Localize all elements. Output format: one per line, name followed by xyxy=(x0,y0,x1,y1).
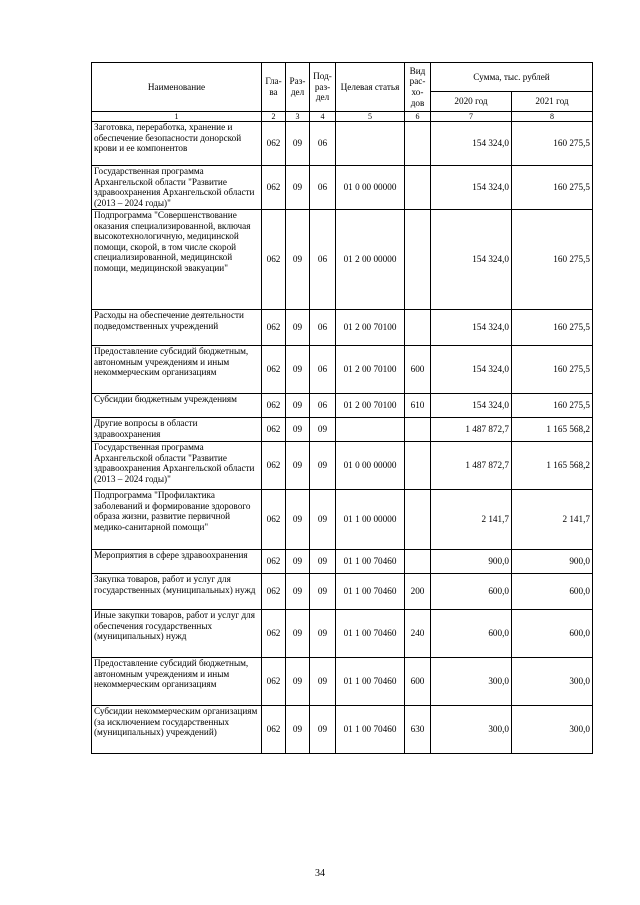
row-amount-2021: 160 275,5 xyxy=(512,310,593,346)
row-target-article: 01 1 00 00000 xyxy=(336,490,405,550)
row-podrazdel: 06 xyxy=(310,122,336,166)
table-row xyxy=(92,122,593,166)
row-glava: 062 xyxy=(262,418,286,442)
row-amount-2021: 300,0 xyxy=(512,706,593,754)
row-amount-2020: 600,0 xyxy=(431,610,512,658)
row-razdel: 09 xyxy=(286,442,310,490)
row-amount-2021: 1 165 568,2 xyxy=(512,418,593,442)
row-expense-type: 610 xyxy=(405,394,431,418)
row-name: Предоставление субсидий бюджетным, автономным учреждениям и иным некоммерческим организациям xyxy=(92,346,262,394)
row-podrazdel: 09 xyxy=(310,550,336,574)
row-amount-2020: 1 487 872,7 xyxy=(431,418,512,442)
row-name: Другие вопросы в области здравоохранения xyxy=(92,418,262,442)
row-podrazdel: 06 xyxy=(310,394,336,418)
row-podrazdel: 09 xyxy=(310,706,336,754)
row-razdel: 09 xyxy=(286,418,310,442)
row-name: Субсидии бюджетным учреждениям xyxy=(92,394,262,418)
row-podrazdel: 09 xyxy=(310,490,336,550)
row-razdel: 09 xyxy=(286,210,310,310)
table-row xyxy=(92,658,593,706)
row-name: Закупка товаров, работ и услуг для государственных (муниципальных) нужд xyxy=(92,574,262,610)
row-target-article: 01 1 00 70460 xyxy=(336,610,405,658)
row-glava: 062 xyxy=(262,706,286,754)
row-target-article: 01 1 00 70460 xyxy=(336,658,405,706)
row-podrazdel: 09 xyxy=(310,418,336,442)
column-number: 2 xyxy=(262,112,286,122)
row-amount-2021: 160 275,5 xyxy=(512,166,593,210)
table-row xyxy=(92,166,593,210)
row-razdel: 09 xyxy=(286,490,310,550)
table-row xyxy=(92,610,593,658)
header-target-article: Целевая статья xyxy=(336,63,405,112)
row-podrazdel: 06 xyxy=(310,346,336,394)
row-amount-2020: 2 141,7 xyxy=(431,490,512,550)
row-amount-2020: 300,0 xyxy=(431,658,512,706)
table-row xyxy=(92,550,593,574)
row-glava: 062 xyxy=(262,122,286,166)
row-razdel: 09 xyxy=(286,610,310,658)
row-amount-2021: 160 275,5 xyxy=(512,210,593,310)
row-glava: 062 xyxy=(262,346,286,394)
row-podrazdel: 06 xyxy=(310,210,336,310)
row-expense-type: 630 xyxy=(405,706,431,754)
row-name: Мероприятия в сфере здравоохранения xyxy=(92,550,262,574)
column-number-row xyxy=(92,112,593,122)
row-razdel: 09 xyxy=(286,166,310,210)
row-glava: 062 xyxy=(262,394,286,418)
row-glava: 062 xyxy=(262,550,286,574)
row-razdel: 09 xyxy=(286,550,310,574)
row-target-article xyxy=(336,418,405,442)
table-row xyxy=(92,210,593,310)
row-name: Предоставление субсидий бюджетным, автономным учреждениям и иным некоммерческим организациям xyxy=(92,658,262,706)
row-amount-2021: 160 275,5 xyxy=(512,122,593,166)
row-amount-2020: 154 324,0 xyxy=(431,310,512,346)
row-glava: 062 xyxy=(262,574,286,610)
row-name: Подпрограмма "Профилактика заболеваний и формирование здорового образа жизни, развитие первичной медико-санитарной помощи" xyxy=(92,490,262,550)
row-amount-2020: 600,0 xyxy=(431,574,512,610)
row-amount-2020: 900,0 xyxy=(431,550,512,574)
row-name: Государственная программа Архангельской области "Развитие здравоохранения Архангельской области (2013 – 2024 годы)" xyxy=(92,166,262,210)
row-glava: 062 xyxy=(262,210,286,310)
row-expense-type xyxy=(405,122,431,166)
row-amount-2020: 154 324,0 xyxy=(431,210,512,310)
row-glava: 062 xyxy=(262,658,286,706)
row-razdel: 09 xyxy=(286,346,310,394)
row-expense-type xyxy=(405,310,431,346)
row-expense-type: 600 xyxy=(405,658,431,706)
row-razdel: 09 xyxy=(286,574,310,610)
column-number: 4 xyxy=(310,112,336,122)
row-target-article: 01 1 00 70460 xyxy=(336,550,405,574)
header-podrazdel: Под-раз-дел xyxy=(310,63,336,112)
table-row xyxy=(92,574,593,610)
row-podrazdel: 09 xyxy=(310,442,336,490)
row-glava: 062 xyxy=(262,310,286,346)
row-razdel: 09 xyxy=(286,706,310,754)
row-amount-2020: 154 324,0 xyxy=(431,122,512,166)
row-target-article: 01 2 00 00000 xyxy=(336,210,405,310)
row-amount-2021: 600,0 xyxy=(512,574,593,610)
row-expense-type xyxy=(405,166,431,210)
page-number: 34 xyxy=(315,868,325,879)
row-glava: 062 xyxy=(262,166,286,210)
row-amount-2021: 160 275,5 xyxy=(512,394,593,418)
row-name: Иные закупки товаров, работ и услуг для обеспечения государственных (муниципальных) нужд xyxy=(92,610,262,658)
row-amount-2020: 300,0 xyxy=(431,706,512,754)
header-razdel: Раз-дел xyxy=(286,63,310,112)
row-podrazdel: 09 xyxy=(310,658,336,706)
row-expense-type: 600 xyxy=(405,346,431,394)
row-expense-type xyxy=(405,210,431,310)
table-row xyxy=(92,490,593,550)
row-razdel: 09 xyxy=(286,658,310,706)
table-row xyxy=(92,442,593,490)
row-target-article xyxy=(336,122,405,166)
row-expense-type xyxy=(405,550,431,574)
row-amount-2020: 154 324,0 xyxy=(431,346,512,394)
row-amount-2021: 900,0 xyxy=(512,550,593,574)
budget-table xyxy=(91,62,593,754)
column-number: 1 xyxy=(92,112,262,122)
row-target-article: 01 2 00 70100 xyxy=(336,346,405,394)
row-amount-2020: 154 324,0 xyxy=(431,166,512,210)
row-podrazdel: 09 xyxy=(310,574,336,610)
row-glava: 062 xyxy=(262,490,286,550)
row-amount-2021: 600,0 xyxy=(512,610,593,658)
row-name: Подпрограмма "Совершенствование оказания специализированной, включая высокотехнологичную, медицинской помощи, скорой, в том числе скорой специализированной, медицинской помощи, медицинской эвакуации" xyxy=(92,210,262,310)
row-target-article: 01 2 00 70100 xyxy=(336,310,405,346)
row-expense-type: 200 xyxy=(405,574,431,610)
table-body xyxy=(92,122,593,754)
column-number: 3 xyxy=(286,112,310,122)
row-razdel: 09 xyxy=(286,394,310,418)
header-year-2021: 2021 год xyxy=(512,92,593,112)
table-row xyxy=(92,706,593,754)
row-expense-type xyxy=(405,418,431,442)
header-glava: Гла-ва xyxy=(262,63,286,112)
table-row xyxy=(92,346,593,394)
column-number: 8 xyxy=(512,112,593,122)
row-target-article: 01 0 00 00000 xyxy=(336,442,405,490)
table-row xyxy=(92,394,593,418)
row-expense-type xyxy=(405,490,431,550)
row-expense-type: 240 xyxy=(405,610,431,658)
table-row xyxy=(92,310,593,346)
column-number: 6 xyxy=(405,112,431,122)
row-razdel: 09 xyxy=(286,122,310,166)
row-podrazdel: 06 xyxy=(310,166,336,210)
row-glava: 062 xyxy=(262,442,286,490)
table-row xyxy=(92,418,593,442)
row-name: Государственная программа Архангельской области "Развитие здравоохранения Архангельской области (2013 – 2024 годы)" xyxy=(92,442,262,490)
row-amount-2021: 1 165 568,2 xyxy=(512,442,593,490)
row-name: Расходы на обеспечение деятельности подведомственных учреждений xyxy=(92,310,262,346)
row-target-article: 01 1 00 70460 xyxy=(336,574,405,610)
header-year-2020: 2020 год xyxy=(431,92,512,112)
row-expense-type xyxy=(405,442,431,490)
column-number: 7 xyxy=(431,112,512,122)
row-amount-2020: 154 324,0 xyxy=(431,394,512,418)
header-sum: Сумма, тыс. рублей xyxy=(431,63,593,92)
row-razdel: 09 xyxy=(286,310,310,346)
row-name: Заготовка, переработка, хранение и обеспечение безопасности донорской крови и ее компонентов xyxy=(92,122,262,166)
row-glava: 062 xyxy=(262,610,286,658)
column-number: 5 xyxy=(336,112,405,122)
row-amount-2021: 300,0 xyxy=(512,658,593,706)
row-podrazdel: 09 xyxy=(310,610,336,658)
row-amount-2021: 160 275,5 xyxy=(512,346,593,394)
header-expense-type: Вид рас-хо-дов xyxy=(405,63,431,112)
row-amount-2021: 2 141,7 xyxy=(512,490,593,550)
header-name: Наименование xyxy=(92,63,262,112)
row-target-article: 01 1 00 70460 xyxy=(336,706,405,754)
row-target-article: 01 2 00 70100 xyxy=(336,394,405,418)
row-name: Субсидии некоммерческим организациям (за исключением государственных (муниципальных) учреждений) xyxy=(92,706,262,754)
row-podrazdel: 06 xyxy=(310,310,336,346)
row-target-article: 01 0 00 00000 xyxy=(336,166,405,210)
row-amount-2020: 1 487 872,7 xyxy=(431,442,512,490)
